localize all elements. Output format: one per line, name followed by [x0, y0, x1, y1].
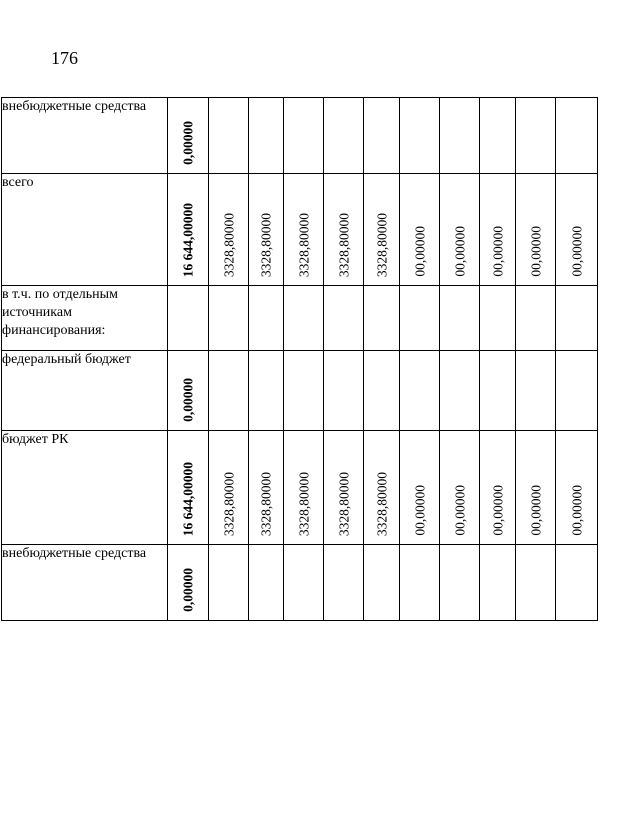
year-cell	[324, 545, 364, 621]
year-value: 00,00000	[568, 226, 584, 277]
year-cell	[324, 286, 364, 351]
year-cell	[400, 545, 440, 621]
year-cell	[480, 545, 516, 621]
row-label: бюджет РК	[2, 431, 168, 545]
year-value: 00,00000	[451, 226, 467, 277]
row-label: в т.ч. по отдельным источникам финансирования:	[2, 286, 168, 351]
year-cell	[556, 431, 598, 545]
total-value: 0,00000	[180, 568, 196, 612]
year-cell	[400, 174, 440, 286]
year-cell	[209, 545, 249, 621]
year-value: 00,00000	[451, 485, 467, 536]
year-cell	[440, 545, 480, 621]
row-label: внебюджетные средства	[2, 98, 168, 174]
financing-table	[1, 97, 598, 621]
year-cell	[480, 174, 516, 286]
year-cell	[284, 351, 324, 431]
total-cell	[168, 286, 209, 351]
year-cell	[480, 351, 516, 431]
year-value: 00,00000	[568, 485, 584, 536]
year-cell	[400, 286, 440, 351]
year-cell	[364, 431, 400, 545]
year-cell	[209, 98, 249, 174]
year-cell	[516, 545, 556, 621]
year-cell	[400, 431, 440, 545]
year-cell	[364, 286, 400, 351]
year-cell	[440, 98, 480, 174]
total-value: 0,00000	[180, 121, 196, 165]
year-value: 3328,80000	[220, 212, 236, 277]
year-cell	[516, 98, 556, 174]
table-row	[2, 545, 598, 621]
year-cell	[324, 431, 364, 545]
table-row	[2, 351, 598, 431]
table-body	[2, 98, 598, 621]
year-value: 3328,80000	[258, 471, 274, 536]
year-cell	[556, 351, 598, 431]
year-cell	[249, 286, 284, 351]
year-cell	[440, 431, 480, 545]
year-value: 3328,80000	[258, 212, 274, 277]
year-value: 3328,80000	[373, 212, 389, 277]
year-cell	[480, 431, 516, 545]
year-value: 00,00000	[489, 226, 505, 277]
year-cell	[284, 286, 324, 351]
year-cell	[556, 286, 598, 351]
year-cell	[480, 286, 516, 351]
year-cell	[516, 351, 556, 431]
year-cell	[516, 174, 556, 286]
year-cell	[364, 98, 400, 174]
year-cell	[209, 351, 249, 431]
year-value: 3328,80000	[335, 471, 351, 536]
year-cell	[209, 286, 249, 351]
year-cell	[209, 174, 249, 286]
year-cell	[209, 431, 249, 545]
year-cell	[556, 98, 598, 174]
year-cell	[249, 351, 284, 431]
year-value: 3328,80000	[220, 471, 236, 536]
year-value: 3328,80000	[373, 471, 389, 536]
row-label: федеральный бюджет	[2, 351, 168, 431]
total-cell	[168, 545, 209, 621]
year-cell	[440, 351, 480, 431]
year-cell	[249, 545, 284, 621]
row-label: всего	[2, 174, 168, 286]
year-value: 00,00000	[411, 485, 427, 536]
year-cell	[516, 286, 556, 351]
year-value: 00,00000	[527, 485, 543, 536]
year-cell	[556, 174, 598, 286]
year-cell	[516, 431, 556, 545]
year-cell	[284, 174, 324, 286]
year-cell	[324, 351, 364, 431]
year-cell	[400, 98, 440, 174]
year-value: 3328,80000	[295, 471, 311, 536]
table-row	[2, 431, 598, 545]
row-label: внебюджетные средства	[2, 545, 168, 621]
year-value: 00,00000	[527, 226, 543, 277]
year-cell	[364, 174, 400, 286]
table-row	[2, 98, 598, 174]
year-cell	[400, 351, 440, 431]
page-number: 176	[51, 48, 78, 68]
year-value: 00,00000	[411, 226, 427, 277]
year-cell	[440, 174, 480, 286]
year-value: 3328,80000	[295, 212, 311, 277]
year-value: 3328,80000	[335, 212, 351, 277]
total-cell	[168, 174, 209, 286]
year-cell	[324, 174, 364, 286]
year-cell	[324, 98, 364, 174]
total-value: 16 644,00000	[180, 461, 196, 536]
year-cell	[440, 286, 480, 351]
year-cell	[284, 545, 324, 621]
year-cell	[249, 174, 284, 286]
year-cell	[249, 98, 284, 174]
year-cell	[364, 545, 400, 621]
year-value: 00,00000	[489, 485, 505, 536]
total-cell	[168, 351, 209, 431]
table-row	[2, 174, 598, 286]
year-cell	[284, 98, 324, 174]
year-cell	[556, 545, 598, 621]
year-cell	[480, 98, 516, 174]
table-row	[2, 286, 598, 351]
year-cell	[284, 431, 324, 545]
total-cell	[168, 98, 209, 174]
total-value: 0,00000	[180, 378, 196, 422]
total-value: 16 644,00000	[180, 202, 196, 277]
total-cell	[168, 431, 209, 545]
year-cell	[249, 431, 284, 545]
year-cell	[364, 351, 400, 431]
